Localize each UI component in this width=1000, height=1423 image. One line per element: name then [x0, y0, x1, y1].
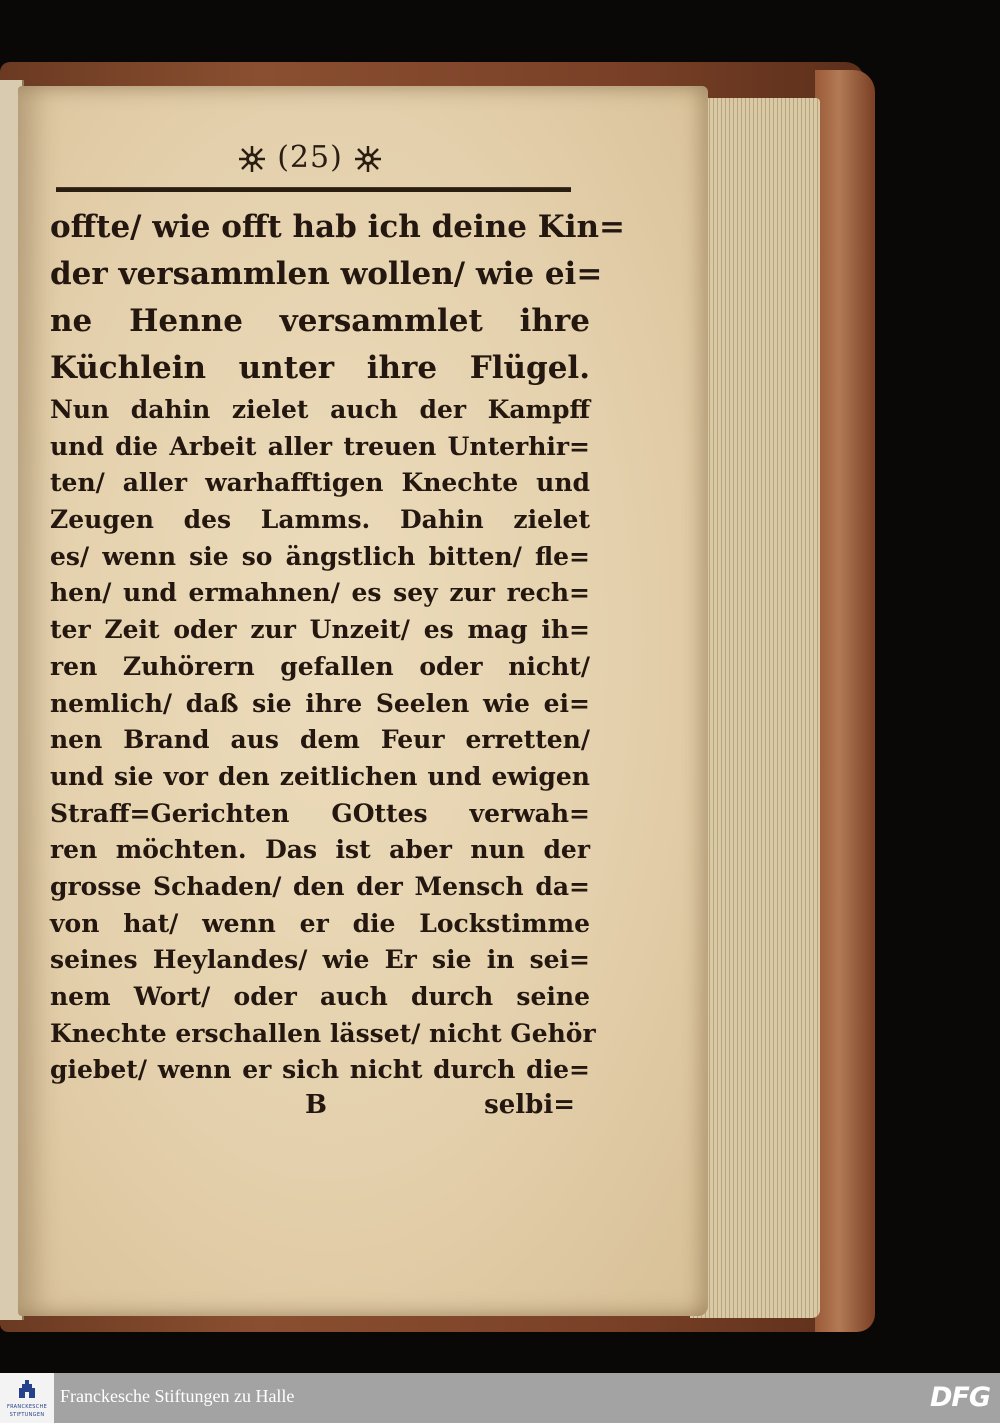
ornament-right-icon	[353, 144, 383, 174]
footer-bar	[0, 1373, 1000, 1423]
text-line: und die Arbeit aller treuen Unterhir=	[50, 431, 590, 461]
text-line: Küchlein unter ihre Flügel.	[50, 350, 590, 386]
text-line: giebet/ wenn er sich nicht durch die=	[50, 1055, 590, 1085]
text-line: seines Heylandes/ wie Er sie in sei=	[50, 945, 590, 975]
logo-text-top: FRANCKESCHE	[6, 1404, 48, 1410]
text-line: es/ wenn sie so ängstlich bitten/ fle=	[50, 541, 590, 571]
book-cover-edge	[815, 70, 875, 1332]
text-line: grosse Schaden/ den der Mensch da=	[50, 871, 590, 901]
institution-logo[interactable]	[0, 1373, 54, 1423]
text-line: ten/ aller warhafftigen Knechte und	[50, 468, 590, 498]
text-line: Knechte erschallen lässet/ nicht Gehör	[50, 1018, 596, 1048]
text-line: der versammlen wollen/ wie ei=	[50, 256, 603, 292]
ornament-left-icon	[237, 144, 267, 174]
page-header	[210, 140, 410, 175]
catchword: selbi=	[484, 1090, 575, 1120]
text-line: nen Brand aus dem Feur erretten/	[50, 725, 590, 755]
text-line: ne Henne versammlet ihre	[50, 303, 590, 339]
text-line: ter Zeit oder zur Unzeit/ es mag ih=	[50, 615, 590, 645]
text-line: Straff=Gerichten GOttes verwah=	[50, 798, 590, 828]
text-line: und sie vor den zeitlichen und ewigen	[50, 761, 590, 791]
text-line: Nun dahin zielet auch der Kampff	[50, 395, 590, 424]
page-number: (25)	[277, 140, 343, 175]
text-line: nem Wort/ oder auch durch seine	[50, 982, 590, 1011]
page-body	[50, 204, 626, 1089]
logo-text-bottom: STIFTUNGEN	[9, 1412, 45, 1418]
text-line: von hat/ wenn er die Lockstimme	[50, 908, 590, 938]
signature-mark: B	[305, 1090, 327, 1120]
text-line: hen/ und ermahnen/ es sey zur rech=	[50, 578, 590, 608]
text-line: Zeugen des Lamms. Dahin zielet	[50, 505, 590, 535]
text-line: offte/ wie offt hab ich deine Kin=	[50, 209, 626, 245]
institution-name[interactable]: Franckesche Stiftungen zu Halle	[60, 1386, 295, 1406]
building-icon	[17, 1380, 37, 1402]
text-line: nemlich/ daß sie ihre Seelen wie ei=	[50, 688, 590, 718]
text-line: ren möchten. Das ist aber nun der	[50, 835, 590, 865]
page-stack	[690, 98, 820, 1318]
dfg-logo[interactable]: DFG	[929, 1382, 990, 1413]
header-rule	[56, 187, 571, 192]
text-line: ren Zuhörern gefallen oder nicht/	[50, 651, 590, 681]
